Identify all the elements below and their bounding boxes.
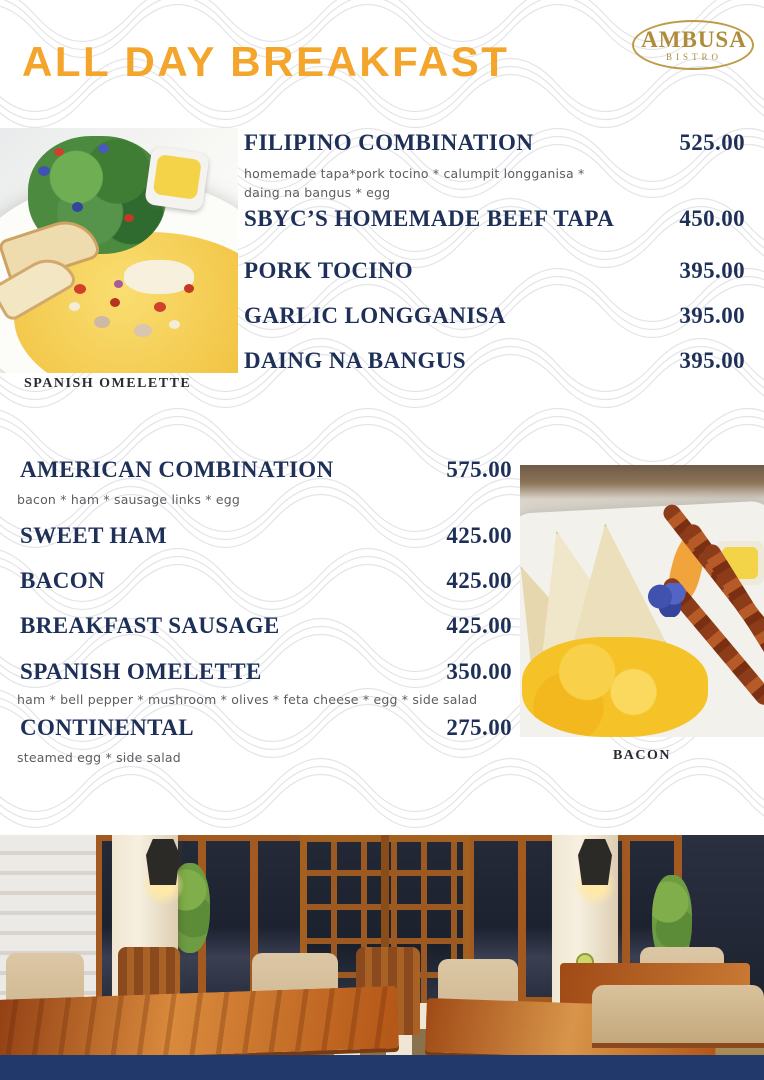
mushroom-bit	[134, 324, 152, 337]
menu-item-price: 275.00	[446, 715, 512, 740]
menu-item-desc: bacon * ham * sausage links * egg	[17, 492, 241, 507]
menu-item-desc: ham * bell pepper * mushroom * olives * feta cheese * egg * side salad	[17, 692, 478, 707]
photo-caption-bacon: BACON	[612, 748, 672, 763]
menu-item-price: 395.00	[679, 258, 745, 283]
menu-item-row	[20, 659, 512, 685]
menu-item-row	[20, 613, 512, 639]
menu-item-name: AMERICAN COMBINATION	[20, 457, 334, 482]
photo-caption-spanish-omelette: SPANISH OMELETTE	[24, 376, 192, 391]
tomato-bit	[184, 284, 194, 293]
ham-bit	[114, 280, 123, 288]
menu-item-price: 395.00	[679, 303, 745, 328]
menu-item-price: 575.00	[446, 457, 512, 482]
menu-item-row	[244, 206, 745, 232]
menu-item-price: 450.00	[679, 206, 745, 231]
menu-item-price: 425.00	[446, 613, 512, 638]
scrambled-eggs	[522, 637, 708, 737]
menu-item-row	[20, 523, 512, 549]
tomato-bit	[154, 302, 166, 312]
menu-item-price: 425.00	[446, 568, 512, 593]
menu-item-price: 425.00	[446, 523, 512, 548]
menu-item-row	[20, 457, 512, 483]
lantern-lamp	[578, 839, 612, 885]
menu-item-row	[244, 130, 745, 156]
menu-item-name: SWEET HAM	[20, 523, 167, 548]
menu-item-price: 350.00	[446, 659, 512, 684]
logo-subtitle: BISTRO	[665, 52, 722, 62]
logo-name: AMBUSA	[641, 27, 747, 52]
menu-item-name: GARLIC LONGGANISA	[244, 303, 506, 328]
butter	[153, 154, 202, 200]
menu-item-desc: steamed egg * side salad	[17, 750, 181, 765]
menu-item-name: SBYC’S HOMEMADE BEEF TAPA	[244, 206, 615, 231]
menu-item-row	[20, 568, 512, 594]
footer-bar	[0, 1055, 764, 1080]
menu-item-name: FILIPINO COMBINATION	[244, 130, 534, 155]
spanish-omelette-photo	[0, 128, 238, 373]
restaurant-interior-photo	[0, 835, 764, 1055]
menu-item-price: 395.00	[679, 348, 745, 373]
menu-list-american	[17, 450, 512, 780]
tomato-bit	[74, 284, 86, 294]
butter-dish	[144, 146, 210, 212]
tomato-bit	[110, 298, 120, 307]
mushroom-bit	[94, 316, 110, 328]
blue-flower	[72, 202, 83, 212]
lantern-lamp	[146, 839, 180, 885]
menu-item-price: 525.00	[679, 130, 745, 155]
bench-seat	[592, 985, 764, 1043]
ambusa-bistro-logo	[628, 16, 760, 82]
menu-item-desc: homemade tapa*pork tocino * calumpit longganisa * daing na bangus * egg	[244, 166, 585, 201]
menu-item-name: DAING NA BANGUS	[244, 348, 466, 373]
menu-item-name: BREAKFAST SAUSAGE	[20, 613, 280, 638]
menu-item-name: CONTINENTAL	[20, 715, 194, 740]
blue-flower	[98, 144, 109, 153]
blue-flower	[648, 583, 688, 617]
menu-item-name: SPANISH OMELETTE	[20, 659, 262, 684]
feta-bit	[169, 320, 180, 329]
menu-list-filipino	[244, 128, 745, 388]
blue-flower	[38, 166, 50, 176]
menu-item-name: BACON	[20, 568, 106, 593]
tomato-bit	[54, 148, 64, 156]
bacon-photo	[520, 465, 764, 737]
menu-item-row	[244, 348, 745, 374]
page-title: ALL DAY BREAKFAST	[22, 38, 510, 85]
tomato-bit	[124, 214, 134, 222]
menu-item-row	[244, 303, 745, 329]
menu-item-name: PORK TOCINO	[244, 258, 414, 283]
menu-item-row	[20, 715, 512, 741]
menu-item-row	[244, 258, 745, 284]
feta-bit	[69, 302, 80, 311]
